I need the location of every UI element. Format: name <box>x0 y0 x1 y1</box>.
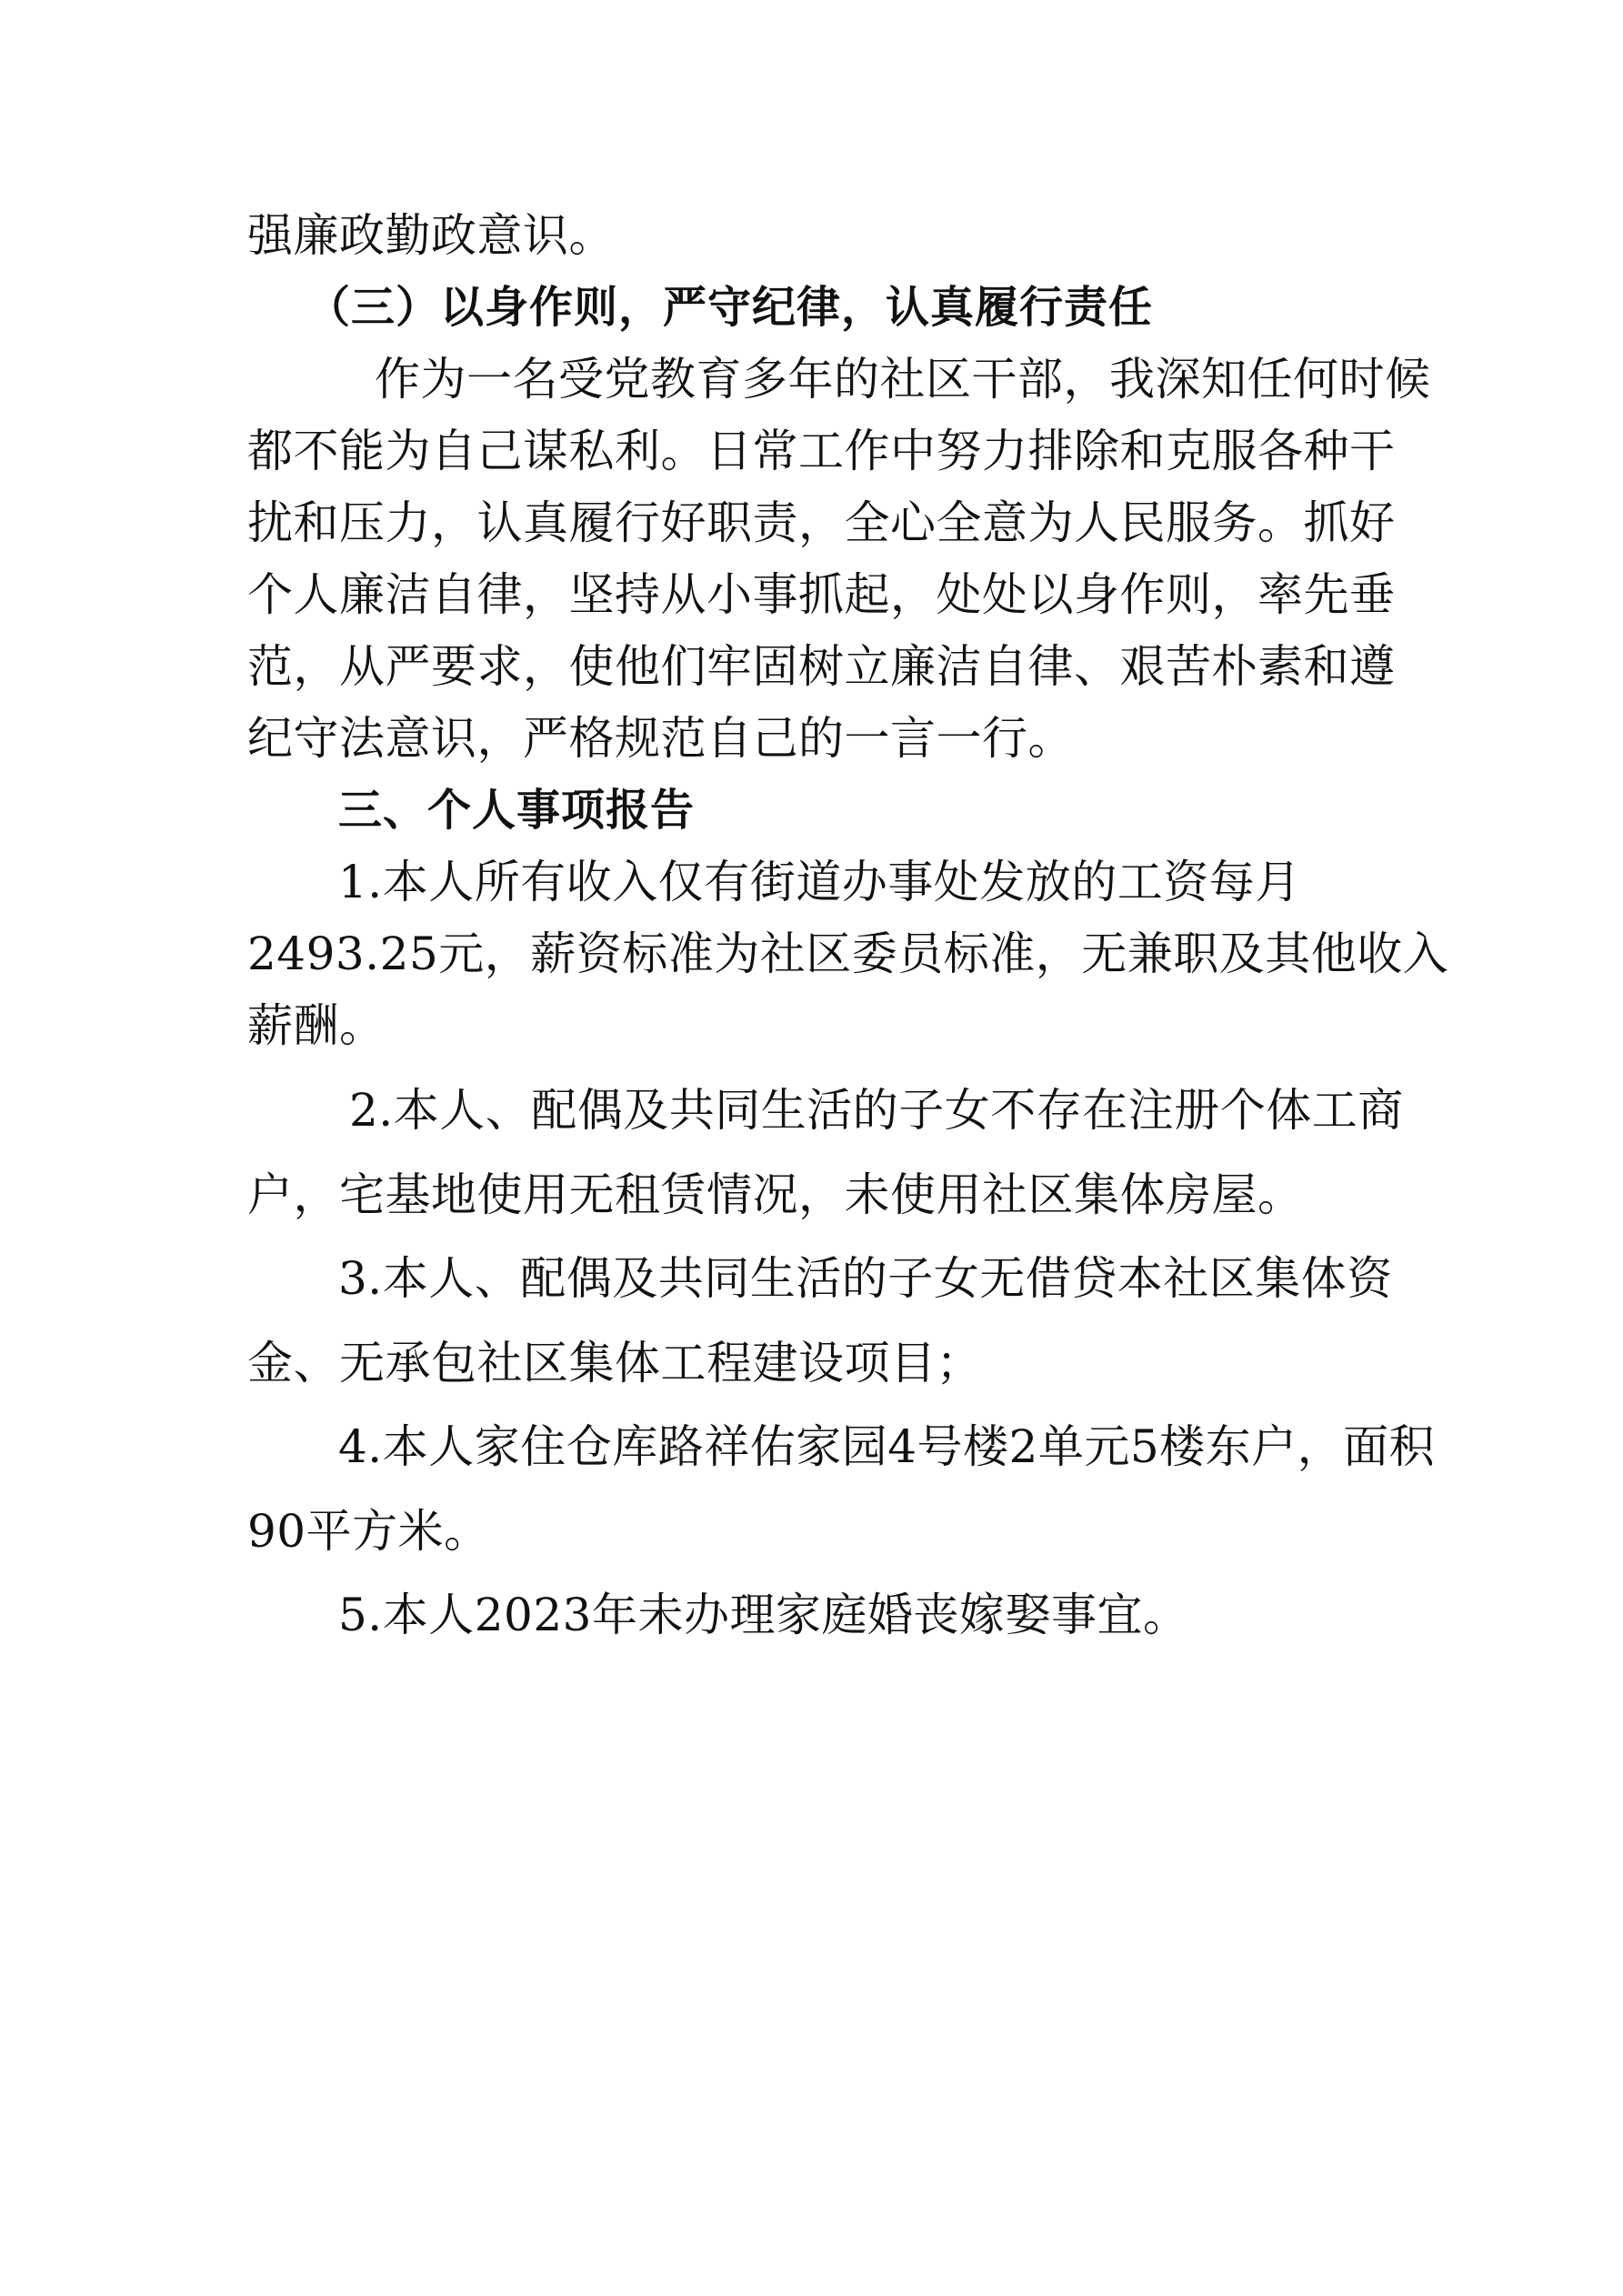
section-3-paragraph <box>247 344 1431 775</box>
part-3-heading-block <box>247 775 1393 847</box>
paragraph-line: 户，宅基地使用无租赁情况，未使用社区集体房屋。 <box>247 1168 1304 1221</box>
report-item-3 <box>247 1243 1393 1399</box>
paragraph-line: 4.本人家住仓库路祥佑家园4号楼2单元5楼东户，面积 <box>338 1420 1436 1473</box>
paragraph-line: 1.本人所有收入仅有街道办事处发放的工资每月 <box>338 856 1301 908</box>
paragraph-line: 范，从严要求，使他们牢固树立廉洁自律、艰苦朴素和遵 <box>247 640 1396 693</box>
report-item-5 <box>247 1579 1393 1651</box>
report-item-4 <box>247 1411 1436 1568</box>
part-heading: 三、个人事项报告 <box>338 785 696 836</box>
report-item-1 <box>247 847 1449 1062</box>
paragraph-line: 金、无承包社区集体工程建设项目； <box>247 1337 982 1389</box>
paragraph-line: 2493.25元，薪资标准为社区委员标准，无兼职及其他收入 <box>247 927 1449 980</box>
paragraph-line: 都不能为自己谋私利。日常工作中努力排除和克服各种干 <box>247 425 1396 477</box>
section-heading: （三）以身作则，严守纪律，认真履行责任 <box>306 282 1154 333</box>
paragraph-line: 薪酬。 <box>247 999 386 1052</box>
paragraph-line: 纪守法意识，严格规范自己的一言一行。 <box>247 712 1074 765</box>
paragraph-line: 90平方米。 <box>247 1505 490 1558</box>
paragraph-line: 扰和压力，认真履行好职责，全心全意为人民服务。抓好 <box>247 496 1396 549</box>
paragraph-line: 2.本人、配偶及共同生活的子女不存在注册个体工商 <box>349 1084 1404 1137</box>
section-3-heading-block <box>247 272 1393 344</box>
paragraph-line: 作为一名受党教育多年的社区干部，我深知任何时候 <box>375 353 1431 406</box>
intro-line: 强廉政勤政意识。 <box>247 209 615 262</box>
paragraph-line: 3.本人、配偶及共同生活的子女无借贷本社区集体资 <box>338 1252 1393 1305</box>
intro-fragment <box>247 200 1393 272</box>
paragraph-line: 个人廉洁自律，坚持从小事抓起，处处以身作则，率先垂 <box>247 568 1396 621</box>
paragraph-line: 5.本人2023年未办理家庭婚丧嫁娶事宜。 <box>338 1589 1189 1641</box>
report-item-2 <box>247 1075 1404 1231</box>
